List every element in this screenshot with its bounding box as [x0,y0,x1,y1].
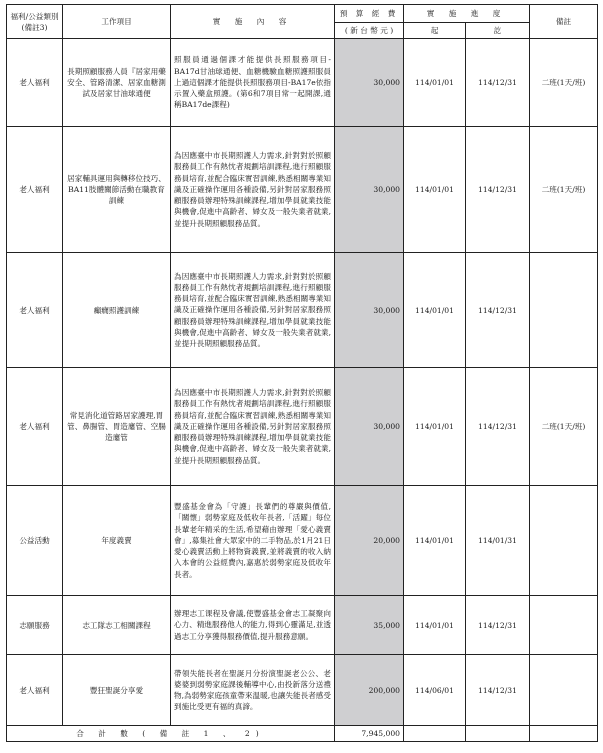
row-category: 志願服務 [7,596,63,655]
row-start: 114/01/01 [404,368,466,486]
row-content: 為因應臺中市長期照護人力需求,針對對於照顧服務員工作有熱忱者規劃培訓課程,進行照顧服務員培育,並配合臨床實習訓練,熟悉相關專業知識及正確操作運用各種設備,另針對居家服務照顧服務員辦理特殊訓練課程,增加學員就業技能與機會,促進中高齡者、婦女及一般失業者就業,並提升長期照顧服務品質。 [171,127,335,253]
row-remark [530,596,598,655]
row-budget: 30,000 [335,368,404,486]
row-work-item: 長期照顧服務人員『居家用藥安全、管路清潔、居家血糖測試及居家甘油球通便 [63,39,171,127]
row-remark: 二班(1天/班) [530,127,598,253]
total-empty-start [404,726,466,742]
row-category: 老人福利 [7,253,63,368]
row-category: 老人福利 [7,368,63,486]
row-remark [530,655,598,726]
row-start: 114/01/01 [404,253,466,368]
row-remark [530,486,598,596]
row-work-item: 年度義賣 [63,486,171,596]
table-row [7,596,598,655]
row-content: 帶領失能長者在聖誕月分扮演聖誕老公公、老婆婆到弱勢家庭課後輔導中心,由投新落分送禮物,為弱勢家庭孩童帶來温暖,也讓失能長者感受到施比受更有福的真諦。 [171,655,335,726]
row-start: 114/01/01 [404,39,466,127]
row-content: 為因應臺中市長期照護人力需求,針對對於照顧服務員工作有熱忱者規劃培訓課程,進行照顧服務員培育,並配合臨床實習訓練,熟悉相關專業知識及正確操作運用各種設備,另針對居家服務照顧服務員辦理特殊訓練課程,增加學員就業技能與機會,促進中高齡者、婦女及一般失業者就業,並提升長期照顧服務品質。 [171,253,335,368]
header-row-1 [7,5,598,23]
row-category: 老人福利 [7,127,63,253]
row-start: 114/01/01 [404,127,466,253]
row-budget: 30,000 [335,127,404,253]
header-budget-unit: ( 新 台 幣 元 ) [335,23,404,39]
header-budget: 預 算 經 費 [335,5,404,23]
row-work-item: 癲癇照護訓練 [63,253,171,368]
row-start: 114/06/01 [404,655,466,726]
total-row [7,726,598,742]
row-work-item: 豐狂聖誕分享愛 [63,655,171,726]
total-label: 合 計 數 ( 備 註 1 、 2) [7,726,335,742]
row-remark: 二班(1天/班) [530,39,598,127]
header-schedule: 實 施 進 度 [404,5,530,23]
table-row [7,253,598,368]
total-budget: 7,945,000 [335,726,404,742]
row-work-item: 居家輔具運用與轉移位技巧、BA11肢體關節活動在職教育訓練 [63,127,171,253]
row-end: 114/12/31 [466,368,530,486]
budget-table [6,4,598,742]
header-remark: 備註 [530,5,598,39]
row-remark [530,253,598,368]
total-empty-end [466,726,530,742]
row-category: 老人福利 [7,655,63,726]
row-remark: 二班(1天/班) [530,368,598,486]
row-work-item: 常見消化道管路居家護理,胃管、鼻腸管、胃造廔管、空腸造廔管 [63,368,171,486]
row-content: 豐盛基金會為「守護」長輩們的尊嚴與價值,「關懷」弱勢家庭及低收年長者,「活躍」每位長輩老年精采的生活,希望藉由辦理「愛心義賣會」,募集社會大眾家中的二手物品,於1月21日愛心義賣活動上將物資義賣,並將義賣的收入納入本會的公益經費內,嘉惠於弱勢家庭及低收年長者。 [171,486,335,596]
table-row [7,39,598,127]
row-category: 老人福利 [7,39,63,127]
row-budget: 35,000 [335,596,404,655]
header-content: 實 施 內 容 [171,5,335,39]
row-end: 114/01/31 [466,486,530,596]
row-category: 公益活動 [7,486,63,596]
header-category: 福利/公益類別(備註3) [7,5,63,39]
row-budget: 30,000 [335,253,404,368]
table-row [7,368,598,486]
header-work-item: 工作項目 [63,5,171,39]
row-budget: 200,000 [335,655,404,726]
table-row [7,127,598,253]
header-end: 訖 [466,23,530,39]
row-end: 114/12/31 [466,655,530,726]
row-work-item: 志工隊志工相關課程 [63,596,171,655]
row-end: 114/12/31 [466,127,530,253]
row-start: 114/01/01 [404,596,466,655]
row-budget: 30,000 [335,39,404,127]
row-end: 114/12/31 [466,39,530,127]
row-budget: 20,000 [335,486,404,596]
row-content: 為因應臺中市長期照護人力需求,針對對於照顧服務員工作有熱忱者規劃培訓課程,進行照顧服務員培育,並配合臨床實習訓練,熟悉相關專業知識及正確操作運用各種設備,另針對居家服務照顧服務員辦理特殊訓練課程,增加學員就業技能與機會,促進中高齡者、婦女及一般失業者就業,並提升長期照顧服務品質。 [171,368,335,486]
row-end: 114/12/31 [466,253,530,368]
total-empty-remark [530,726,598,742]
table-row [7,655,598,726]
row-end: 114/12/31 [466,596,530,655]
row-content: 照服員通過個課才能提供長照服務項目-BA17d甘油球通便、血糖機驗血糖照護照服員上過這個課才能提供長照服務項目-BA17e依指示置入藥盒照護。(第6和7項目常一起開課,通稱BA17de課程) [171,39,335,127]
row-content: 辦理志工课程及會議,使豐盛基金會志工凝聚向心力、精進服務他人的能力,得到心靈滿足,並透過志工分享獲得服務價值,提升服務意願。 [171,596,335,655]
header-start: 起 [404,23,466,39]
table-row [7,486,598,596]
row-start: 114/01/01 [404,486,466,596]
